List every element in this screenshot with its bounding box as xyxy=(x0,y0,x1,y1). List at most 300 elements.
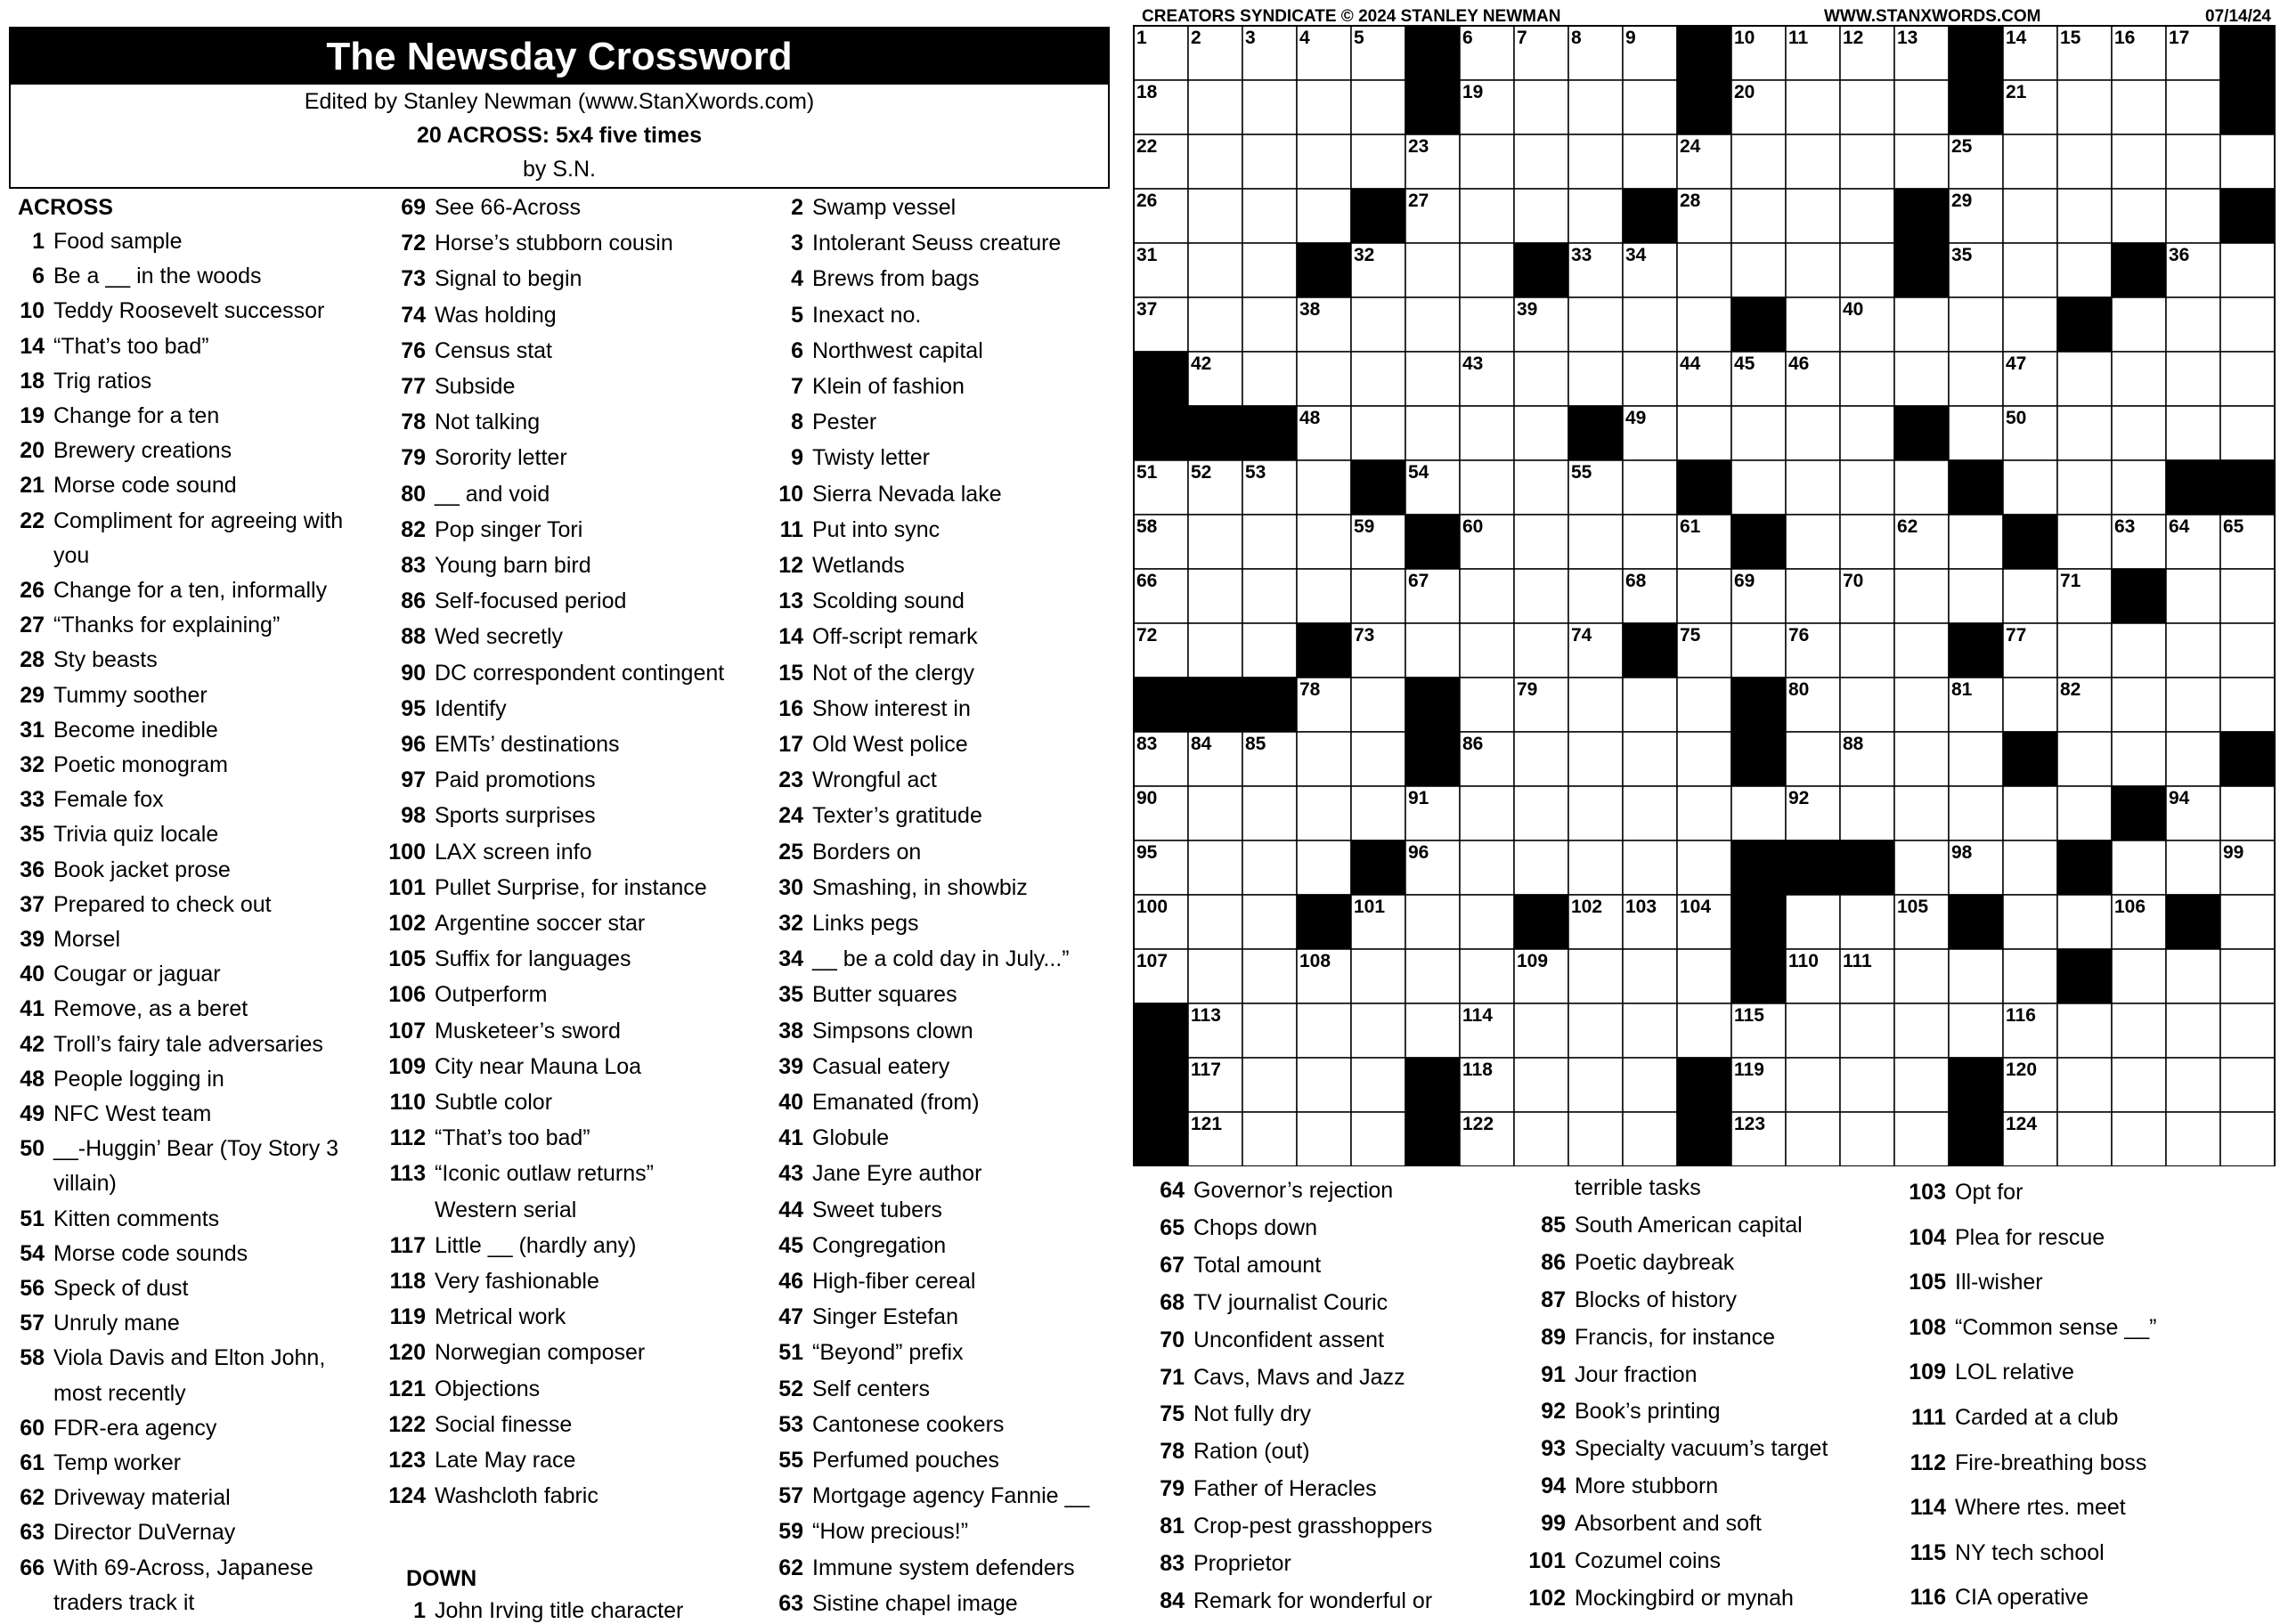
grid-cell[interactable] xyxy=(1949,352,2003,406)
grid-cell[interactable] xyxy=(1297,840,1351,895)
clue-item[interactable] xyxy=(766,1483,1089,1509)
grid-cell[interactable] xyxy=(2220,623,2275,678)
clue-item[interactable] xyxy=(383,517,582,543)
grid-cell[interactable] xyxy=(1840,678,1894,732)
clue-item[interactable] xyxy=(9,1311,180,1336)
grid-cell[interactable] xyxy=(2112,406,2166,460)
grid-cell[interactable] xyxy=(1188,189,1242,243)
grid-cell[interactable] xyxy=(1623,297,1677,352)
grid-cell[interactable] xyxy=(1623,1112,1677,1166)
grid-cell[interactable] xyxy=(2166,732,2220,786)
grid-cell[interactable] xyxy=(2057,1003,2112,1058)
grid-cell[interactable] xyxy=(1568,189,1623,243)
clue-item[interactable] xyxy=(766,1125,889,1151)
clue-item[interactable] xyxy=(1897,1360,2074,1385)
grid-cell[interactable] xyxy=(2166,623,2220,678)
grid-cell[interactable] xyxy=(1786,134,1840,189)
clue-item[interactable] xyxy=(383,1598,683,1624)
grid-cell[interactable] xyxy=(2003,895,2057,949)
grid-cell[interactable] xyxy=(1894,786,1949,840)
grid-cell[interactable] xyxy=(1894,134,1949,189)
grid-cell[interactable] xyxy=(1949,515,2003,569)
grid-cell[interactable] xyxy=(1677,243,1731,297)
grid-cell[interactable] xyxy=(1351,949,1405,1003)
clue-item[interactable] xyxy=(766,445,930,471)
clue-item[interactable] xyxy=(9,647,158,673)
grid-cell[interactable] xyxy=(2057,406,2112,460)
grid-cell[interactable] xyxy=(2003,569,2057,623)
clue-item[interactable] xyxy=(9,1032,323,1058)
grid-cell[interactable] xyxy=(1297,189,1351,243)
clue-item[interactable] xyxy=(9,718,218,743)
grid-cell[interactable] xyxy=(1460,460,1514,515)
grid-cell[interactable] xyxy=(1297,1112,1351,1166)
clue-item[interactable] xyxy=(9,927,120,953)
grid-cell[interactable] xyxy=(2166,406,2220,460)
clue-item[interactable] xyxy=(9,1345,325,1371)
grid-cell[interactable] xyxy=(1297,732,1351,786)
grid-cell[interactable] xyxy=(2112,1112,2166,1166)
grid-cell[interactable] xyxy=(2003,678,2057,732)
grid-cell[interactable] xyxy=(2220,406,2275,460)
clue-item[interactable] xyxy=(383,1376,540,1402)
grid-cell[interactable] xyxy=(1568,352,1623,406)
grid-cell[interactable] xyxy=(2057,189,2112,243)
clue-item[interactable] xyxy=(383,803,596,829)
grid-cell[interactable] xyxy=(1949,949,2003,1003)
grid-cell[interactable] xyxy=(1188,297,1242,352)
clue-item[interactable] xyxy=(9,1520,235,1546)
grid-cell[interactable] xyxy=(1894,678,1949,732)
grid-cell[interactable] xyxy=(1786,460,1840,515)
clue-item[interactable] xyxy=(383,732,620,758)
clue-item[interactable] xyxy=(1897,1495,2126,1521)
grid-cell[interactable] xyxy=(1568,134,1623,189)
grid-cell[interactable] xyxy=(1949,297,2003,352)
grid-cell[interactable] xyxy=(1568,569,1623,623)
grid-cell[interactable] xyxy=(1731,786,1786,840)
clue-item[interactable] xyxy=(766,732,968,758)
grid-cell[interactable] xyxy=(1514,1058,1568,1112)
grid-cell[interactable] xyxy=(1514,786,1568,840)
grid-cell[interactable] xyxy=(1786,895,1840,949)
clue-item[interactable] xyxy=(1897,1180,2023,1206)
grid-cell[interactable] xyxy=(1351,786,1405,840)
clue-item[interactable] xyxy=(1897,1315,2156,1341)
clue-item[interactable] xyxy=(1149,1401,1311,1427)
grid-cell[interactable] xyxy=(1840,895,1894,949)
grid-cell[interactable] xyxy=(2220,678,2275,732)
clue-item[interactable] xyxy=(383,624,563,650)
grid-cell[interactable] xyxy=(1623,732,1677,786)
clue-item[interactable] xyxy=(9,229,183,255)
clue-item[interactable] xyxy=(1897,1450,2146,1476)
grid-cell[interactable] xyxy=(1568,1003,1623,1058)
grid-cell[interactable] xyxy=(1242,895,1297,949)
grid-cell[interactable] xyxy=(1568,80,1623,134)
grid-cell[interactable] xyxy=(1514,352,1568,406)
grid-cell[interactable] xyxy=(1460,406,1514,460)
grid-cell[interactable] xyxy=(2057,134,2112,189)
grid-cell[interactable] xyxy=(1840,1112,1894,1166)
grid-cell[interactable] xyxy=(1677,297,1731,352)
grid-cell[interactable] xyxy=(1894,1112,1949,1166)
grid-cell[interactable] xyxy=(1514,840,1568,895)
grid-cell[interactable] xyxy=(1460,623,1514,678)
clue-item[interactable] xyxy=(766,1198,942,1223)
grid-cell[interactable] xyxy=(1514,623,1568,678)
clue-item[interactable] xyxy=(9,787,164,813)
grid-cell[interactable] xyxy=(1242,297,1297,352)
grid-cell[interactable] xyxy=(2166,1058,2220,1112)
grid-cell[interactable] xyxy=(2057,80,2112,134)
clue-item[interactable] xyxy=(766,1555,1075,1581)
grid-cell[interactable] xyxy=(1894,623,1949,678)
clue-item[interactable] xyxy=(766,303,921,329)
clue-item[interactable] xyxy=(383,1054,641,1080)
grid-cell[interactable] xyxy=(1188,786,1242,840)
grid-cell[interactable] xyxy=(2220,352,2275,406)
grid-cell[interactable] xyxy=(1405,1003,1460,1058)
grid-cell[interactable] xyxy=(2057,786,2112,840)
grid-cell[interactable] xyxy=(1894,352,1949,406)
clue-item[interactable] xyxy=(766,374,965,400)
grid-cell[interactable] xyxy=(1297,1058,1351,1112)
clue-item[interactable] xyxy=(1897,1270,2043,1295)
clue-item[interactable] xyxy=(766,1054,949,1080)
grid-cell[interactable] xyxy=(1894,80,1949,134)
grid-cell[interactable] xyxy=(1840,515,1894,569)
clue-item[interactable] xyxy=(9,298,324,324)
clue-item[interactable] xyxy=(383,1448,575,1474)
grid-cell[interactable] xyxy=(1786,406,1840,460)
grid-cell[interactable] xyxy=(1405,623,1460,678)
clue-item[interactable] xyxy=(1523,1213,1803,1238)
grid-cell[interactable] xyxy=(2112,352,2166,406)
clue-item[interactable] xyxy=(9,822,218,848)
grid-cell[interactable] xyxy=(1731,189,1786,243)
grid-cell[interactable] xyxy=(1568,949,1623,1003)
grid-cell[interactable] xyxy=(1786,297,1840,352)
clue-item[interactable] xyxy=(9,683,208,709)
grid-cell[interactable] xyxy=(1351,732,1405,786)
clue-item[interactable] xyxy=(9,1485,231,1511)
grid-cell[interactable] xyxy=(2112,949,2166,1003)
clue-item[interactable] xyxy=(1149,1551,1291,1577)
clue-item[interactable] xyxy=(9,1450,181,1476)
clue-item[interactable] xyxy=(9,962,221,987)
clue-item[interactable] xyxy=(1523,1474,1718,1499)
grid-cell[interactable] xyxy=(2166,189,2220,243)
clue-item[interactable] xyxy=(9,1101,211,1127)
grid-cell[interactable] xyxy=(1188,840,1242,895)
grid-cell[interactable] xyxy=(2166,80,2220,134)
grid-cell[interactable] xyxy=(1188,134,1242,189)
grid-cell[interactable] xyxy=(1297,134,1351,189)
clue-item[interactable] xyxy=(9,857,231,883)
grid-cell[interactable] xyxy=(1297,460,1351,515)
clue-item[interactable] xyxy=(383,266,582,292)
clue-item[interactable] xyxy=(383,445,567,471)
grid-cell[interactable] xyxy=(1677,732,1731,786)
grid-cell[interactable] xyxy=(1242,243,1297,297)
grid-cell[interactable] xyxy=(1623,840,1677,895)
grid-cell[interactable] xyxy=(2057,352,2112,406)
clue-item[interactable] xyxy=(766,1304,958,1330)
grid-cell[interactable] xyxy=(2112,80,2166,134)
clue-item[interactable] xyxy=(1523,1287,1737,1313)
grid-cell[interactable] xyxy=(2057,732,2112,786)
clue-item[interactable] xyxy=(9,1276,188,1302)
grid-cell[interactable] xyxy=(1677,1003,1731,1058)
clue-item[interactable] xyxy=(9,473,237,499)
grid-cell[interactable] xyxy=(1460,569,1514,623)
grid-cell[interactable] xyxy=(2003,786,2057,840)
grid-cell[interactable] xyxy=(1514,515,1568,569)
clue-item[interactable] xyxy=(9,752,228,778)
grid-cell[interactable] xyxy=(1188,243,1242,297)
grid-cell[interactable] xyxy=(2220,1003,2275,1058)
grid-cell[interactable] xyxy=(2220,1058,2275,1112)
grid-cell[interactable] xyxy=(1840,352,1894,406)
crossword-grid[interactable] xyxy=(1133,25,2276,1166)
grid-cell[interactable] xyxy=(1514,406,1568,460)
grid-cell[interactable] xyxy=(1840,623,1894,678)
grid-cell[interactable] xyxy=(1405,297,1460,352)
clue-item[interactable] xyxy=(9,508,343,534)
clue-item[interactable] xyxy=(383,1269,599,1295)
clue-item[interactable] xyxy=(9,1206,219,1232)
grid-cell[interactable] xyxy=(1623,460,1677,515)
grid-cell[interactable] xyxy=(1297,569,1351,623)
grid-cell[interactable] xyxy=(2057,1112,2112,1166)
clue-item[interactable] xyxy=(766,875,1028,901)
clue-item[interactable] xyxy=(766,1090,980,1116)
clue-item[interactable] xyxy=(766,482,1002,508)
grid-cell[interactable] xyxy=(1786,569,1840,623)
clue-item[interactable] xyxy=(9,1241,248,1267)
grid-cell[interactable] xyxy=(1894,949,1949,1003)
grid-cell[interactable] xyxy=(1351,1112,1405,1166)
grid-cell[interactable] xyxy=(2166,840,2220,895)
clue-item[interactable] xyxy=(383,1161,654,1187)
grid-cell[interactable] xyxy=(1242,949,1297,1003)
grid-cell[interactable] xyxy=(2112,732,2166,786)
clue-item[interactable] xyxy=(766,517,940,543)
grid-cell[interactable] xyxy=(1623,949,1677,1003)
grid-cell[interactable] xyxy=(1623,678,1677,732)
grid-cell[interactable] xyxy=(2057,515,2112,569)
grid-cell[interactable] xyxy=(2057,460,2112,515)
clue-item[interactable] xyxy=(1523,1250,1734,1276)
grid-cell[interactable] xyxy=(1351,352,1405,406)
grid-cell[interactable] xyxy=(1949,406,2003,460)
grid-cell[interactable] xyxy=(2057,1058,2112,1112)
clue-item[interactable] xyxy=(1149,1476,1377,1502)
grid-cell[interactable] xyxy=(1840,189,1894,243)
grid-cell[interactable] xyxy=(1731,406,1786,460)
grid-cell[interactable] xyxy=(1677,840,1731,895)
grid-cell[interactable] xyxy=(2112,460,2166,515)
grid-cell[interactable] xyxy=(2057,243,2112,297)
clue-item[interactable] xyxy=(383,553,591,579)
grid-cell[interactable] xyxy=(1242,840,1297,895)
grid-cell[interactable] xyxy=(1188,895,1242,949)
clue-item[interactable] xyxy=(383,946,631,972)
grid-cell[interactable] xyxy=(2166,1003,2220,1058)
grid-cell[interactable] xyxy=(2220,1112,2275,1166)
grid-cell[interactable] xyxy=(1351,80,1405,134)
clue-item[interactable] xyxy=(1897,1585,2089,1611)
grid-cell[interactable] xyxy=(1460,895,1514,949)
grid-cell[interactable] xyxy=(2166,1112,2220,1166)
clue-item[interactable] xyxy=(766,410,876,435)
grid-cell[interactable] xyxy=(1460,949,1514,1003)
grid-cell[interactable] xyxy=(1786,515,1840,569)
grid-cell[interactable] xyxy=(1568,515,1623,569)
grid-cell[interactable] xyxy=(1677,786,1731,840)
grid-cell[interactable] xyxy=(1568,1058,1623,1112)
grid-cell[interactable] xyxy=(2112,134,2166,189)
grid-cell[interactable] xyxy=(2112,189,2166,243)
grid-cell[interactable] xyxy=(2003,243,2057,297)
grid-cell[interactable] xyxy=(1894,1058,1949,1112)
grid-cell[interactable] xyxy=(1894,1003,1949,1058)
grid-cell[interactable] xyxy=(1351,1003,1405,1058)
grid-cell[interactable] xyxy=(2220,134,2275,189)
grid-cell[interactable] xyxy=(1949,732,2003,786)
clue-item[interactable] xyxy=(766,231,1061,256)
grid-cell[interactable] xyxy=(1568,732,1623,786)
grid-cell[interactable] xyxy=(1460,134,1514,189)
grid-cell[interactable] xyxy=(1242,134,1297,189)
grid-cell[interactable] xyxy=(1242,786,1297,840)
grid-cell[interactable] xyxy=(2003,134,2057,189)
grid-cell[interactable] xyxy=(1405,895,1460,949)
clue-item[interactable] xyxy=(9,264,262,289)
clue-item[interactable] xyxy=(9,1067,224,1092)
grid-cell[interactable] xyxy=(2220,243,2275,297)
clue-item[interactable] xyxy=(383,374,515,400)
grid-cell[interactable] xyxy=(1623,1058,1677,1112)
grid-cell[interactable] xyxy=(1514,1112,1568,1166)
clue-item[interactable] xyxy=(766,1233,946,1259)
grid-cell[interactable] xyxy=(1405,243,1460,297)
clue-item[interactable] xyxy=(766,624,978,650)
clue-item[interactable] xyxy=(1523,1548,1721,1574)
grid-cell[interactable] xyxy=(2166,678,2220,732)
grid-cell[interactable] xyxy=(1242,1058,1297,1112)
clue-item[interactable] xyxy=(383,840,592,865)
clue-item[interactable] xyxy=(766,982,957,1008)
grid-cell[interactable] xyxy=(1514,1003,1568,1058)
grid-cell[interactable] xyxy=(1731,460,1786,515)
grid-cell[interactable] xyxy=(1677,406,1731,460)
grid-cell[interactable] xyxy=(1514,569,1568,623)
clue-item[interactable] xyxy=(766,589,965,614)
clue-item[interactable] xyxy=(1149,1328,1384,1353)
grid-cell[interactable] xyxy=(1188,949,1242,1003)
grid-cell[interactable] xyxy=(2220,949,2275,1003)
grid-cell[interactable] xyxy=(1623,1003,1677,1058)
grid-cell[interactable] xyxy=(1840,1003,1894,1058)
clue-item[interactable] xyxy=(766,767,937,793)
clue-item[interactable] xyxy=(766,840,921,865)
grid-cell[interactable] xyxy=(2220,895,2275,949)
clue-item[interactable] xyxy=(1149,1290,1388,1316)
clue-item[interactable] xyxy=(766,696,971,722)
grid-cell[interactable] xyxy=(1949,569,2003,623)
clue-item[interactable] xyxy=(766,1161,981,1187)
clue-item[interactable] xyxy=(1149,1365,1405,1391)
clue-item[interactable] xyxy=(1897,1225,2105,1251)
grid-cell[interactable] xyxy=(1568,1112,1623,1166)
grid-cell[interactable] xyxy=(1514,189,1568,243)
grid-cell[interactable] xyxy=(1840,786,1894,840)
grid-cell[interactable] xyxy=(1351,297,1405,352)
grid-cell[interactable] xyxy=(2112,1003,2166,1058)
grid-cell[interactable] xyxy=(1786,1112,1840,1166)
grid-cell[interactable] xyxy=(1351,406,1405,460)
clue-item[interactable] xyxy=(383,661,724,686)
grid-cell[interactable] xyxy=(1731,623,1786,678)
grid-cell[interactable] xyxy=(1297,786,1351,840)
clue-item[interactable] xyxy=(1523,1399,1721,1425)
grid-cell[interactable] xyxy=(1297,80,1351,134)
grid-cell[interactable] xyxy=(2112,678,2166,732)
grid-cell[interactable] xyxy=(1623,786,1677,840)
grid-cell[interactable] xyxy=(1460,678,1514,732)
clue-item[interactable] xyxy=(1149,1439,1310,1465)
grid-cell[interactable] xyxy=(1242,569,1297,623)
clue-item[interactable] xyxy=(766,1019,973,1044)
grid-cell[interactable] xyxy=(1840,1058,1894,1112)
clue-item[interactable] xyxy=(383,482,550,508)
clue-item[interactable] xyxy=(1149,1215,1317,1241)
grid-cell[interactable] xyxy=(1460,786,1514,840)
clue-item[interactable] xyxy=(766,1269,975,1295)
grid-cell[interactable] xyxy=(2220,569,2275,623)
grid-cell[interactable] xyxy=(2166,134,2220,189)
clue-item[interactable] xyxy=(9,403,219,429)
grid-cell[interactable] xyxy=(1351,134,1405,189)
grid-cell[interactable] xyxy=(1460,243,1514,297)
grid-cell[interactable] xyxy=(2057,623,2112,678)
clue-item[interactable] xyxy=(1523,1436,1828,1462)
grid-cell[interactable] xyxy=(1188,80,1242,134)
grid-cell[interactable] xyxy=(1514,80,1568,134)
clue-item[interactable] xyxy=(9,438,232,464)
grid-cell[interactable] xyxy=(1623,352,1677,406)
grid-cell[interactable] xyxy=(1351,569,1405,623)
grid-cell[interactable] xyxy=(1840,80,1894,134)
grid-cell[interactable] xyxy=(1460,297,1514,352)
grid-cell[interactable] xyxy=(1786,243,1840,297)
grid-cell[interactable] xyxy=(1188,515,1242,569)
grid-cell[interactable] xyxy=(1351,1058,1405,1112)
grid-cell[interactable] xyxy=(1786,189,1840,243)
clue-item[interactable] xyxy=(766,266,980,292)
clue-item[interactable] xyxy=(383,1125,590,1151)
grid-cell[interactable] xyxy=(1786,1058,1840,1112)
clue-item[interactable] xyxy=(9,892,272,918)
clue-item[interactable] xyxy=(1149,1178,1393,1204)
grid-cell[interactable] xyxy=(1840,243,1894,297)
clue-item[interactable] xyxy=(383,410,540,435)
grid-cell[interactable] xyxy=(1242,1112,1297,1166)
clue-item[interactable] xyxy=(1523,1586,1794,1612)
grid-cell[interactable] xyxy=(2112,840,2166,895)
